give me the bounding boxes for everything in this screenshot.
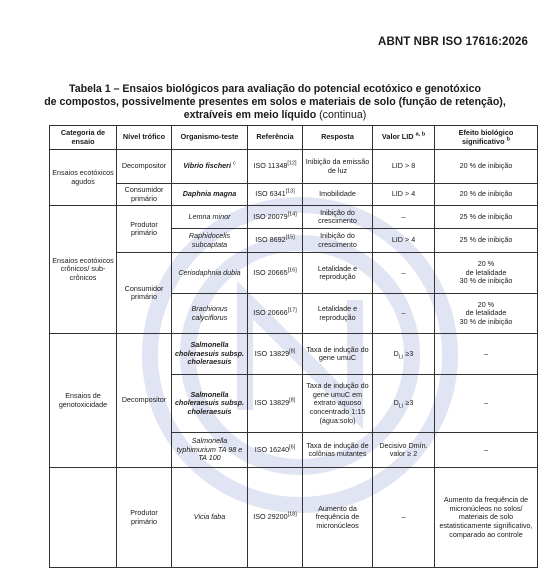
organism-name: Salmonella choleraesuis subsp. choleraesuis	[174, 389, 245, 416]
cell-efeito: 20 % de inibição	[435, 150, 538, 184]
organism-footnote: c	[232, 160, 236, 167]
efeito-line: de letalidade	[465, 308, 507, 318]
cell-efeito: Aumento da frequência de micronúcleos no solos/ materiais de solo estatisticamente significativo, comparado ao controle	[435, 468, 538, 568]
cell-resposta: Inibição do crescimento	[303, 229, 373, 253]
cell-resposta: Inibição da emissão de luz	[303, 150, 373, 184]
cell-nivel: Consumidor primário	[117, 253, 172, 334]
cell-efeito	[435, 253, 538, 294]
col-header-valor-text: Valor LID	[381, 132, 414, 142]
cell-efeito: 20 % de inibição	[435, 184, 538, 206]
table-row	[50, 184, 538, 206]
reference-text: ISO 13829	[254, 398, 290, 408]
cell-valor-lid	[373, 433, 435, 468]
col-header-efeito-text: Efeito biológico significativo	[458, 127, 514, 146]
lid-prefix: D	[393, 398, 399, 408]
lid-subscript: LI	[398, 403, 404, 410]
cell-resposta: Taxa de indução do gene umuC em extrato aquoso concentrado 1:15 (água:solo)	[303, 375, 373, 433]
reference-text: ISO 13829	[254, 348, 290, 358]
cell-efeito: –	[435, 375, 538, 433]
cell-categoria-cronicos: Ensaios ecotóxicos crônicos/ sub-crônicos	[50, 206, 117, 334]
cell-nivel: Decompositor	[117, 150, 172, 184]
cell-organismo	[172, 468, 248, 568]
cell-referencia	[248, 375, 303, 433]
reference-text: ISO 29200	[253, 512, 288, 522]
cell-resposta: Taxa de indução do gene umuC	[303, 334, 373, 375]
cell-referencia	[248, 294, 303, 334]
table-caption	[30, 83, 520, 122]
organism-name: Salmonella typhimurium TA 98 e TA 100	[176, 436, 243, 463]
bioassay-table	[49, 125, 538, 568]
col-header-resposta: Resposta	[303, 126, 373, 150]
cell-nivel: Decompositor	[117, 334, 172, 468]
efeito-line: de letalidade	[465, 267, 507, 277]
organism-name: Daphnia magna	[182, 189, 237, 199]
col-header-organismo: Organismo-teste	[172, 126, 248, 150]
table-row	[50, 334, 538, 375]
cell-organismo	[172, 433, 248, 468]
lid-suffix: ≥3	[403, 348, 414, 358]
cell-efeito: 25 % de inibição	[435, 229, 538, 253]
reference-text: ISO 6341	[255, 189, 286, 199]
caption-line-2: de compostos, possivelmente presentes em solos e materiais de solo (função de retenção),	[44, 96, 506, 108]
reference-citation: [18]	[287, 512, 297, 518]
cell-efeito: –	[435, 433, 538, 468]
reference-text: ISO 11348	[253, 161, 288, 171]
organism-name: Raphidocelis subcaptata	[188, 231, 231, 249]
cell-organismo	[172, 206, 248, 229]
caption-line-3-text: extraíveis em meio líquido	[183, 109, 317, 121]
reference-citation: [13]	[285, 188, 295, 195]
cell-organismo	[172, 253, 248, 294]
reference-citation: [15]	[285, 235, 295, 241]
col-header-valor	[373, 126, 435, 150]
cell-organismo	[172, 184, 248, 206]
cell-referencia	[248, 184, 303, 206]
reference-citation: [8]	[289, 398, 296, 404]
organism-name: Vibrio fischeri	[183, 161, 231, 171]
efeito-line: 20 %	[477, 259, 495, 269]
cell-organismo	[172, 229, 248, 253]
cell-referencia	[248, 253, 303, 294]
reference-text: ISO 20665	[253, 267, 288, 277]
reference-citation: [6]	[289, 444, 296, 451]
cell-resposta: Inibição do crescimento	[303, 206, 373, 229]
cell-efeito: 25 % de inibição	[435, 206, 538, 229]
cell-valor-lid: LID > 8	[373, 150, 435, 184]
standard-code: ABNT NBR ISO 17616:2026	[378, 36, 528, 48]
efeito-line: 30 % de inibição	[459, 316, 513, 326]
lid-prefix: D	[393, 348, 399, 358]
efeito-line: 30 % de inibição	[459, 276, 513, 286]
efeito-line: 20 %	[477, 299, 495, 309]
cell-nivel: Consumidor primário	[117, 184, 172, 206]
lid-suffix: ≥3	[403, 398, 414, 408]
col-header-referencia: Referência	[248, 126, 303, 150]
cell-referencia	[248, 433, 303, 468]
cell-organismo	[172, 294, 248, 334]
table-row	[50, 253, 538, 294]
cell-valor-lid	[373, 375, 435, 433]
cell-efeito	[435, 294, 538, 334]
lid-line: valor ≥ 2	[389, 449, 418, 459]
cell-valor-lid: –	[373, 253, 435, 294]
cell-referencia	[248, 150, 303, 184]
table-row	[50, 150, 538, 184]
reference-citation: [12]	[287, 160, 297, 167]
col-header-nivel: Nível trófico	[117, 126, 172, 150]
organism-name: Ceriodaphnia dubia	[178, 267, 241, 277]
cell-valor-lid: –	[373, 206, 435, 229]
lid-line: Decisivo Dmín.	[379, 440, 428, 450]
cell-valor-lid: LID > 4	[373, 229, 435, 253]
cell-resposta: Letalidade e reprodução	[303, 294, 373, 334]
reference-citation: [17]	[287, 308, 297, 314]
cell-referencia	[248, 206, 303, 229]
reference-text: ISO 20079	[253, 211, 288, 221]
cell-categoria-genotox: Ensaios de genotoxicidade	[50, 334, 117, 468]
cell-organismo	[172, 334, 248, 375]
table-row	[50, 206, 538, 229]
reference-citation: [8]	[289, 348, 296, 355]
cell-nivel: Produtor primário	[117, 206, 172, 253]
cell-categoria-agudos: Ensaios ecotóxicos agudos	[50, 150, 117, 206]
organism-name: Lemna minor	[188, 211, 231, 221]
col-header-valor-sup: a, b	[415, 131, 426, 138]
reference-citation: [14]	[287, 211, 297, 218]
cell-resposta: Imobilidade	[303, 184, 373, 206]
cell-valor-lid: –	[373, 468, 435, 568]
cell-valor-lid: LID > 4	[373, 184, 435, 206]
caption-line-3	[30, 109, 520, 122]
col-header-categoria: Categoria de ensaio	[50, 126, 117, 150]
cell-valor-lid: –	[373, 294, 435, 334]
cell-categoria-empty	[50, 468, 117, 568]
cell-efeito: –	[435, 334, 538, 375]
cell-referencia	[248, 229, 303, 253]
reference-citation: [16]	[287, 267, 297, 274]
cell-valor-lid	[373, 334, 435, 375]
col-header-efeito	[435, 126, 538, 150]
organism-name: Brachionus calyciflorus	[191, 304, 228, 322]
cell-organismo	[172, 150, 248, 184]
cell-resposta: Aumento da frequência de micronúcleos	[303, 468, 373, 568]
reference-text: ISO 8692	[255, 235, 286, 245]
table-row	[50, 468, 538, 568]
cell-resposta: Taxa de indução de colônias mutantes	[303, 433, 373, 468]
cell-organismo	[172, 375, 248, 433]
organism-name: Vicia faba	[193, 512, 226, 522]
cell-resposta: Letalidade e reprodução	[303, 253, 373, 294]
cell-referencia	[248, 468, 303, 568]
cell-nivel: Produtor primário	[117, 468, 172, 568]
organism-name: Salmonella choleraesuis subsp. choleraesuis	[174, 340, 245, 367]
reference-text: ISO 16240	[254, 444, 290, 454]
reference-text: ISO 20666	[253, 308, 288, 318]
cell-referencia	[248, 334, 303, 375]
col-header-efeito-sup: b	[506, 136, 510, 143]
caption-line-1: Tabela 1 – Ensaios biológicos para avaliação do potencial ecotóxico e genotóxico	[69, 83, 481, 95]
table-header-row	[50, 126, 538, 150]
lid-subscript: LI	[398, 354, 404, 361]
caption-continued: (continua)	[319, 109, 367, 121]
